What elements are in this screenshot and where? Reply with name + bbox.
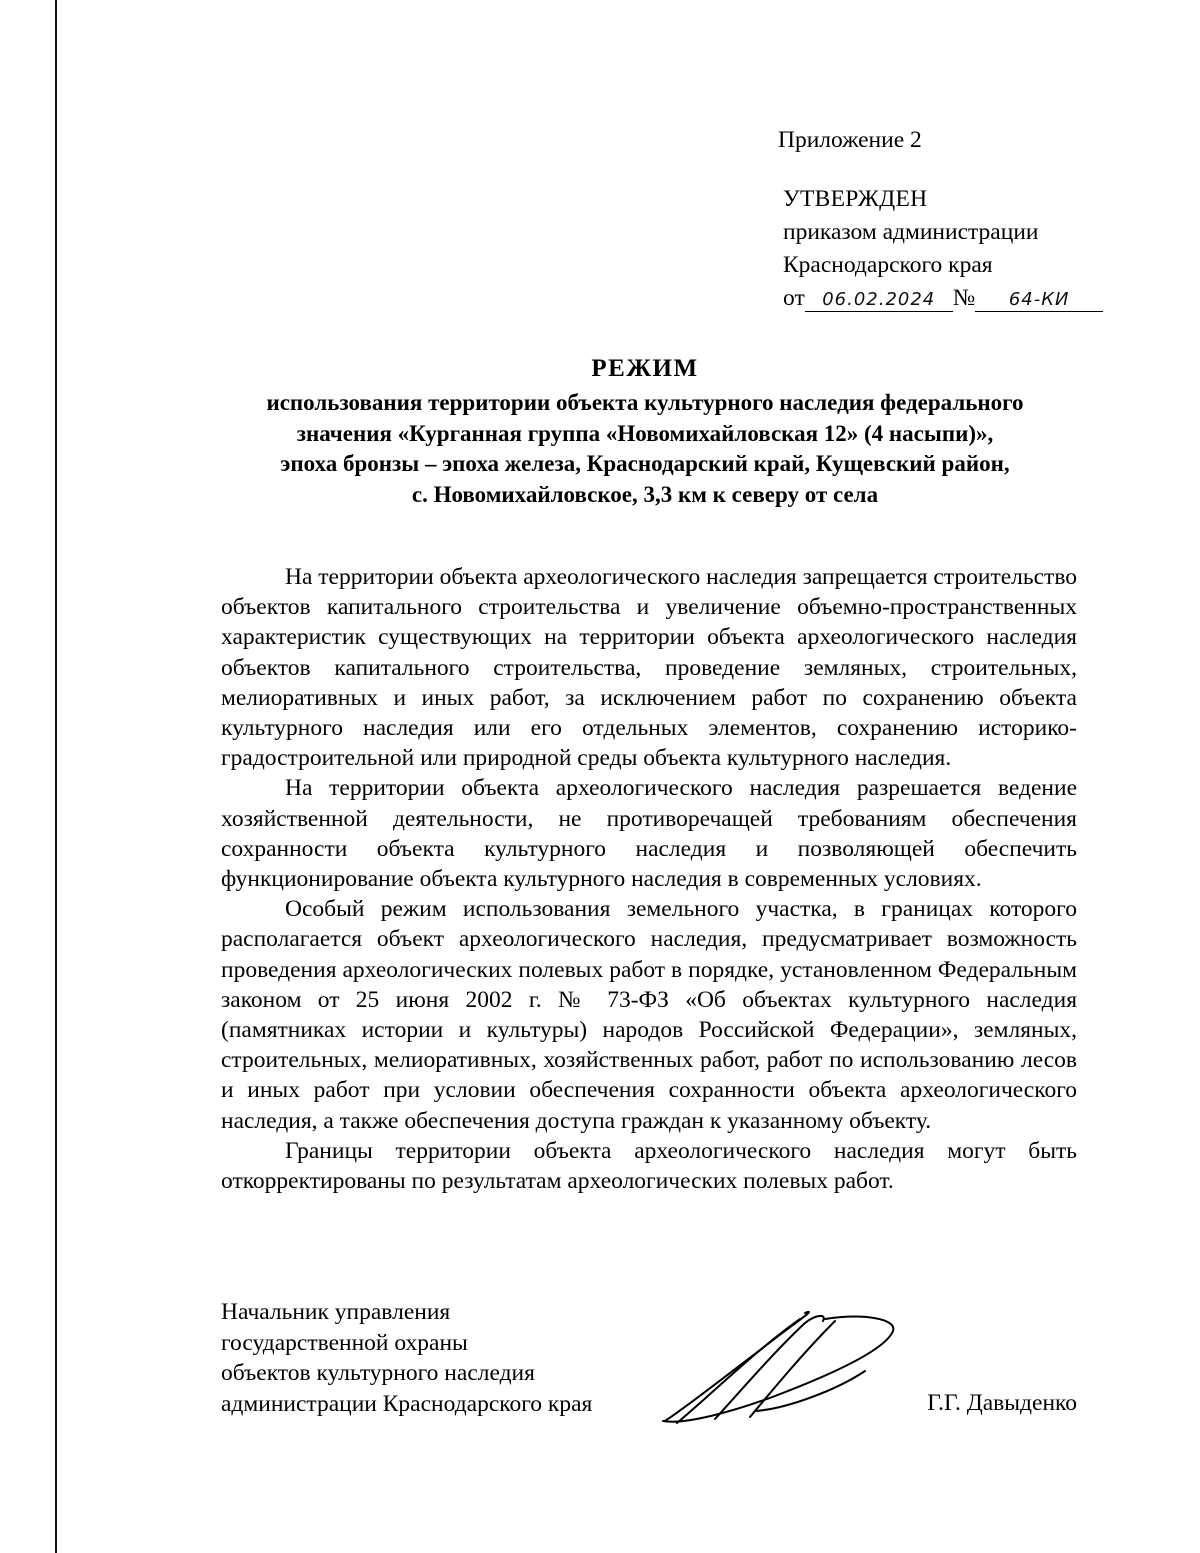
title-heading: РЕЖИМ bbox=[591, 355, 699, 382]
title-line-4: с. Новомихайловское, 3,3 км к северу от села bbox=[411, 481, 879, 507]
paragraph-boundaries: Границы территории объекта археологического наследия могут быть откорректированы по результатам археологических полевых работ. bbox=[221, 1137, 1077, 1195]
approval-line-1: приказом администрации bbox=[783, 219, 1039, 245]
title-line-2: значения «Курганная группа «Новомихайловская 12» (4 насыпи)», bbox=[296, 420, 994, 446]
approval-number: 64-КИ bbox=[1008, 289, 1070, 310]
approved-label: УТВЕРЖДЕН bbox=[783, 186, 928, 212]
number-label: № bbox=[952, 285, 976, 311]
signatory-name: Г.Г. Давыденко bbox=[927, 1390, 1077, 1416]
approval-number-field bbox=[975, 287, 1103, 312]
from-label: от bbox=[783, 285, 805, 311]
document-title bbox=[205, 352, 1085, 510]
paragraph-permitted-activity: На территории объекта археологического наследия разрешается ведение хозяйственной деятельности, не противоречащей требованиям обеспечения сохранности объекта культурного наследия и позволяющей обеспечить функционирование объекта культурного наследия в современных условиях. bbox=[221, 775, 1077, 893]
document-body bbox=[221, 562, 1077, 1196]
approval-date-field bbox=[805, 287, 953, 312]
role-line-1: Начальник управления bbox=[221, 1299, 451, 1325]
handwritten-signature-icon bbox=[655, 1291, 895, 1431]
approval-line-2: Краснодарского края bbox=[783, 252, 993, 278]
title-line-1: использования территории объекта культурного наследия федерального bbox=[266, 390, 1024, 415]
scan-edge-line bbox=[55, 0, 57, 1553]
approval-block bbox=[778, 124, 1113, 315]
title-line-3: эпоха бронзы – эпоха железа, Краснодарский край, Кущевский район, bbox=[280, 451, 1010, 476]
role-line-2: государственной охраны bbox=[221, 1329, 468, 1356]
approval-date-line bbox=[783, 282, 1113, 315]
approval-date: 06.02.2024 bbox=[822, 289, 936, 310]
signature-block bbox=[221, 1297, 1081, 1427]
role-line-3: объектов культурного наследия bbox=[221, 1360, 535, 1386]
paragraph-prohibitions: На территории объекта археологического наследия запрещается строительство объектов капитального строительства и увеличение объемно-пространственных характеристик существующих на территории объекта археологического наследия объектов капитального строительства, проведение земляных, строительных, мелиоративных и иных работ, за исключением работ по сохранению объекта культурного наследия или его отдельных элементов, сохранению историко-градостроительной или природной среды объекта культурного наследия. bbox=[221, 564, 1077, 772]
paragraph-special-regime: Особый режим использования земельного участка, в границах которого располагается объект археологического наследия, предусматривает возможность проведения археологических полевых работ в порядке, установленном Федеральным законом от 25 июня 2002 г. № 73-ФЗ «Об объектах культурного наследия (памятниках истории и культуры) народов Российской Федерации», земляных, строительных, мелиоративных, хозяйственных работ, работ по использованию лесов и иных работ при условии обеспечения сохранности объекта археологического наследия, а также обеспечения доступа граждан к указанному объекту. bbox=[221, 896, 1077, 1134]
role-line-4: администрации Краснодарского края bbox=[221, 1390, 593, 1417]
annex-label: Приложение 2 bbox=[778, 127, 922, 153]
